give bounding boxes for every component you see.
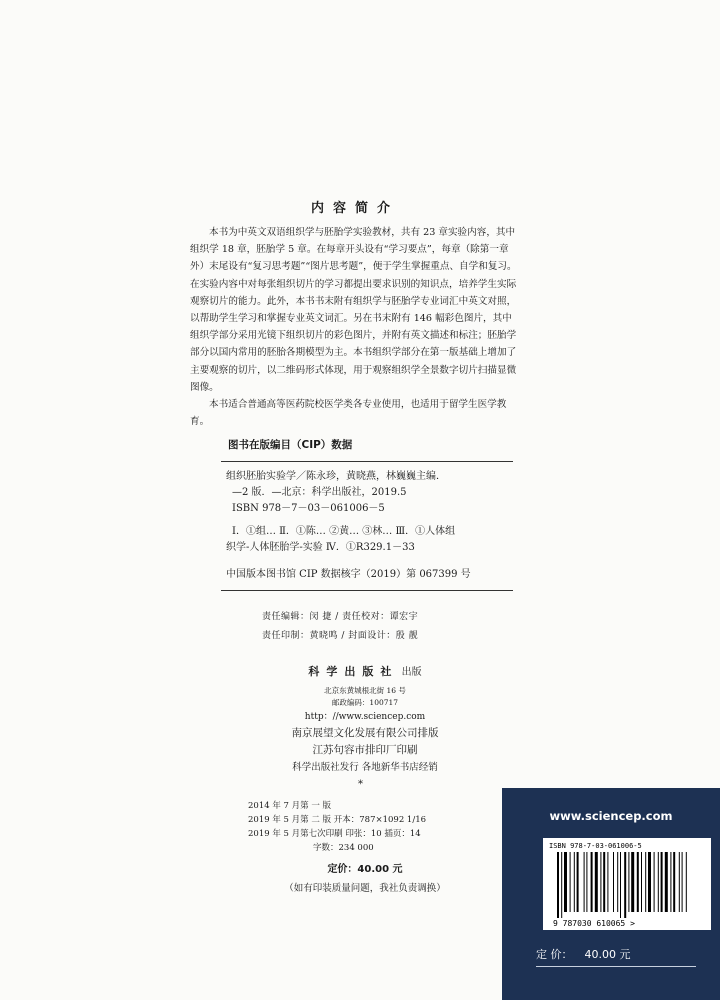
isbn-barcode bbox=[543, 838, 711, 930]
cip-line: —2 版．—北京：科学出版社，2019.5 bbox=[232, 487, 407, 498]
back-cover-rule bbox=[536, 966, 696, 967]
barcode-bar bbox=[577, 852, 579, 912]
barcode-bar bbox=[673, 852, 675, 912]
barcode-bar bbox=[665, 852, 668, 912]
barcode-bar bbox=[648, 852, 651, 912]
barcode-bar bbox=[679, 852, 680, 912]
typesetter: 南京展望文化发展有限公司排版 bbox=[291, 727, 439, 739]
back-price-value: 40.00 元 bbox=[584, 948, 631, 961]
cip-line: 组织胚胎实验学／陈永珍，黄晓燕，林巍巍主编． bbox=[226, 471, 446, 482]
edition-words: 字数：234 000 bbox=[313, 843, 374, 853]
cip-cataloging: 中国版本图书馆 CIP 数据核字（2019）第 067399 号 bbox=[226, 569, 471, 580]
barcode-bar bbox=[658, 852, 659, 912]
barcode-bar bbox=[607, 852, 608, 912]
publisher-suffix: 出版 bbox=[401, 667, 422, 678]
barcode-bar bbox=[661, 852, 663, 912]
printer: 江苏句容市排印厂印刷 bbox=[312, 744, 418, 756]
summary-paragraph: 本书为中英文双语组织学与胚胎学实验教材，共有 23 章实验内容，其中组织学 18 章，胚胎学 5 章。在每章开头设有“学习要点”，每章（除第一章外）末尾设有“复习思考题”“图片思考题”，便于学生掌握重点、自学和复习。在实验内容中对每张组织切片的学习都提出要求识别的知识点，培养学生实际观察切片的能力。此外，本书书末附有组织学与胚胎学专业词汇中英文对照，以帮助学生学习和掌握专业英文词汇。另在书末附有 146 幅彩色图片，其中组织学部分采用光镜下组织切片的彩色图片，并附有英文描述和标注；胚胎学部分以国内常用的胚胎各期模型为主。本书组织学部分在第一版基础上增加了主要观察的切片，以二维码形式体现，用于观察组织学全景数字切片扫描显微图像。 bbox=[190, 227, 517, 393]
back-price-label: 定 价： bbox=[536, 948, 573, 961]
barcode-bar bbox=[600, 852, 601, 912]
divider bbox=[221, 461, 513, 462]
barcode-bar bbox=[591, 852, 593, 912]
barcode-digits: 9 787030 610065 > bbox=[553, 919, 635, 928]
publisher-address: 北京东黄城根北街 16 号 bbox=[324, 686, 406, 695]
barcode-bar bbox=[584, 852, 585, 912]
barcode-bar bbox=[603, 852, 605, 912]
price: 定价：40.00 元 bbox=[327, 864, 403, 875]
publisher-zip: 邮政编码：100717 bbox=[331, 698, 399, 707]
cip-line: ISBN 978－7－03－061006－5 bbox=[232, 503, 385, 514]
print-credit: 责任印制：黄晓鸣 / 封面设计：殷 靓 bbox=[262, 631, 419, 641]
barcode-bar bbox=[617, 852, 618, 912]
summary-title: 内容简介 bbox=[310, 201, 399, 216]
publisher-logo: 科学出版社 bbox=[308, 665, 399, 678]
back-cover-panel bbox=[502, 788, 720, 1000]
cip-line: 织学-人体胚胎学-实验 Ⅳ．①R329.1－33 bbox=[226, 542, 415, 553]
barcode-bar bbox=[564, 852, 567, 912]
barcode-bar bbox=[595, 852, 598, 912]
back-cover-url: www.sciencep.com bbox=[549, 809, 673, 823]
barcode-bar bbox=[637, 852, 639, 912]
barcode-bar bbox=[561, 852, 562, 918]
edition-printing: 2019 年 5 月第七次印刷 印张：10 插页：14 bbox=[248, 829, 421, 839]
cip-title: 图书在版编目（CIP）数据 bbox=[228, 439, 353, 451]
barcode-bar bbox=[570, 852, 571, 912]
barcode-bar bbox=[654, 852, 655, 912]
barcode-bar bbox=[631, 852, 634, 912]
summary-paragraph: 本书适合普通高等医药院校医学类各专业使用，也适用于留学生医学教育。 bbox=[190, 399, 507, 428]
cip-line: Ⅰ．①组… Ⅱ．①陈… ②黄… ③林… Ⅲ．①人体组 bbox=[232, 526, 456, 537]
barcode-bar bbox=[628, 852, 629, 912]
barcode-bar bbox=[670, 852, 671, 912]
back-cover-price bbox=[536, 946, 631, 962]
separator-star: * bbox=[358, 779, 363, 790]
summary-body bbox=[190, 224, 520, 430]
barcode-bar bbox=[574, 852, 575, 912]
barcode-bar bbox=[613, 852, 614, 912]
editor-credit: 责任编辑：闵 捷 / 责任校对：谭宏宇 bbox=[262, 612, 419, 622]
barcode-icon bbox=[553, 852, 703, 928]
barcode-bar bbox=[682, 852, 683, 912]
barcode-bar bbox=[641, 852, 642, 912]
quality-note: （如有印装质量问题，我社负责调换） bbox=[284, 883, 446, 894]
edition-first: 2014 年 7 月第 一 版 bbox=[248, 801, 332, 811]
barcode-bar bbox=[557, 852, 559, 918]
publisher-url: http：//www.sciencep.com bbox=[304, 712, 426, 722]
distributor: 科学出版社发行 各地新华书店经销 bbox=[292, 762, 438, 773]
barcode-bar bbox=[624, 852, 626, 918]
publisher-name bbox=[220, 663, 510, 679]
divider bbox=[221, 590, 513, 591]
barcode-bar bbox=[645, 852, 646, 912]
barcode-bar bbox=[686, 852, 687, 912]
edition-second: 2019 年 5 月第 二 版 开本：787×1092 1/16 bbox=[248, 815, 427, 825]
isbn-label: ISBN 978-7-03-061006-5 bbox=[549, 842, 642, 850]
barcode-bar bbox=[620, 852, 621, 918]
barcode-bar bbox=[586, 852, 587, 912]
